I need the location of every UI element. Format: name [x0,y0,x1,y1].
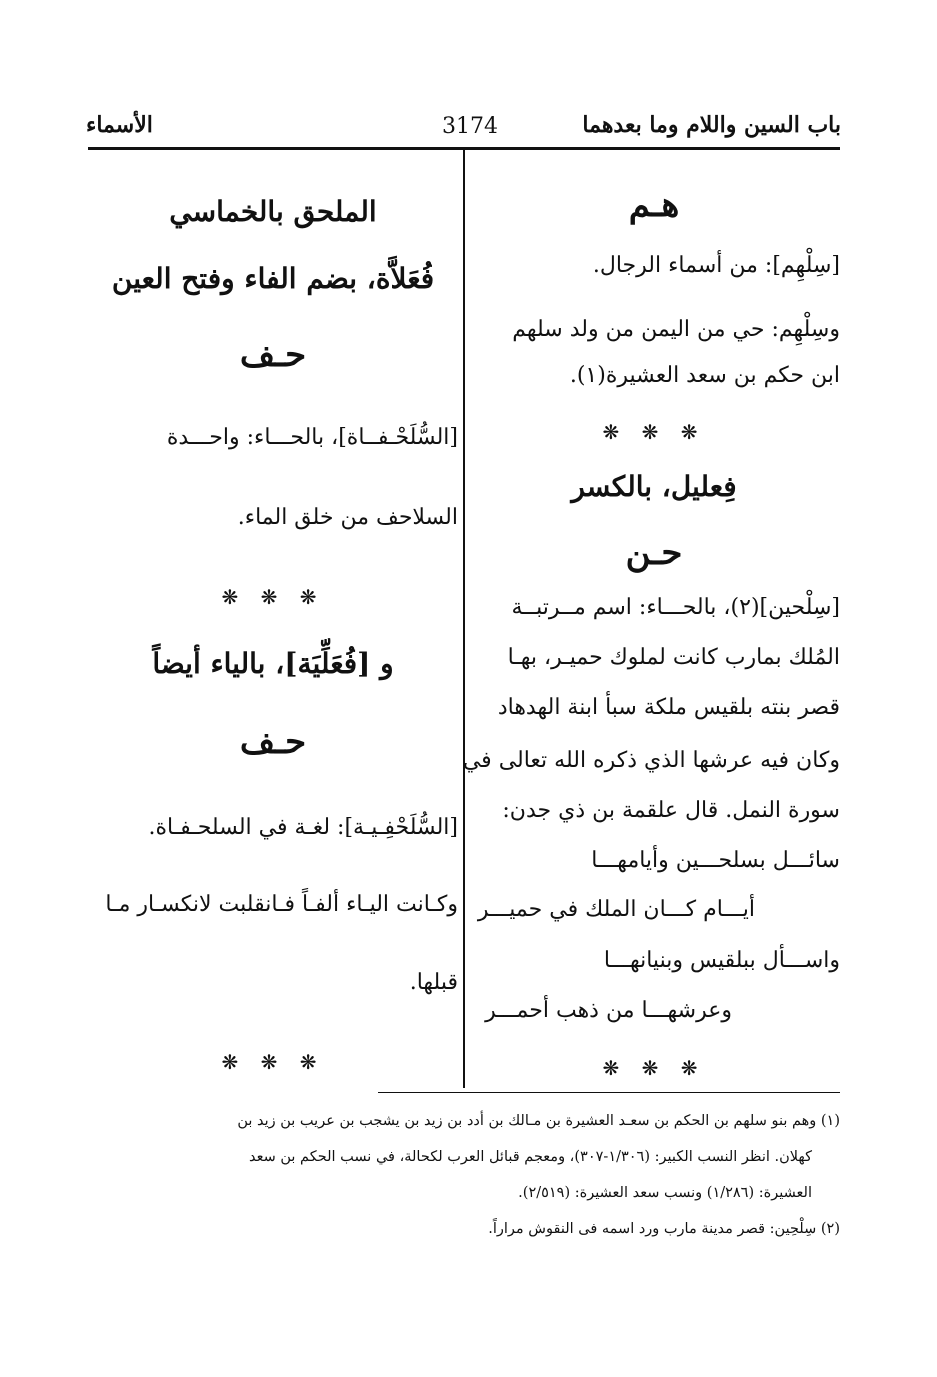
entry-text: السلاحف من خلق الماء. [237,505,458,530]
root-heading: هـم [628,185,680,225]
section-title: الأسماء [86,112,153,138]
left-column [88,150,458,1088]
section-heading: الملحق بالخماسي [169,195,377,228]
footnote-rule [378,1092,840,1093]
verse-line: وعرشهـــا من ذهب أحمـــر [485,998,732,1023]
section-separator: ❋ ❋ ❋ [602,420,706,444]
section-separator: ❋ ❋ ❋ [221,1050,325,1074]
page-number: 3174 [442,114,498,139]
entry-text: [سِلْحين](٢)، بالحـــاء: اسم مــرتبــة [511,595,840,620]
entry-text: ابن حكم بن سعد العشيرة(١). [569,363,840,388]
entry-text: وسِلْهِم: حي من اليمن من ولد سلهم [512,317,840,342]
root-heading: حـف [239,722,307,762]
section-separator: ❋ ❋ ❋ [221,585,325,609]
verse-line: أيـــام كـــان الملك في حميـــر [477,897,755,922]
pattern-heading: و [فُعَلِّيَة]، بالياء أيضاً [152,647,394,680]
running-header [86,112,841,146]
pattern-heading: فِعليل، بالكسر [571,470,737,503]
entry-text: [السُّلَحْـفــاة]، بالحـــاء: واحـــدة [166,425,458,450]
entry-text: سورة النمل. قال علقمة بن ذي جدن: [502,798,840,823]
chapter-title: باب السين واللام وما بعدهما [582,112,841,138]
entry-text: قبلها. [409,970,458,995]
root-heading: حـف [239,335,307,375]
verse-line: واســـأل ببلقيس وبنيانهـــا [603,948,840,973]
footnote-line: (٢) سِلْحِين: قصر مدينة مارب ورد اسمه فى النقوش مراراً. [488,1221,840,1237]
entry-text: وكـانت اليـاء ألفـاً فـانقلبت لانكسـار مـا [105,892,458,917]
footnote-line: العشيرة: (١/٢٨٦) ونسب سعد العشيرة: (٢/٥١٩). [518,1185,812,1201]
root-heading: حـن [625,533,683,573]
entry-text: المُلك بمارب كانت لملوك حميـر، بهـا [507,645,840,670]
entry-text: وكان فيه عرشها الذي ذكره الله تعالى في [462,748,840,773]
entry-text: [السُّلَحْفِـيـة]: لغـة في السلحـفـاة. [148,815,458,840]
section-separator: ❋ ❋ ❋ [602,1056,706,1080]
entry-text: [سِلْهِم]: من أسماء الرجال. [592,253,840,278]
footnote-line: كهلان. انظر النسب الكبير: (١/٣٠٦-٣٠٧)، ومعجم قبائل العرب لكحالة، في نسب الحكم بن سعد [249,1149,812,1165]
verse-line: سائـــل بسلحـــين وأيامهـــا [591,848,840,873]
entry-text: قصر بنته بلقيس ملكة سبأ ابنة الهدهاد [497,695,840,720]
footnote-line: (١) وهم بنو سلهم بن الحكم بن سعـد العشيرة بن مـالك بن أدد بن زيد بن يشجب بن عريب بن زيد بن [237,1113,840,1129]
column-divider [463,150,465,1088]
pattern-heading: فُعَلاَّة، بضم الفاء وفتح العين [111,262,435,295]
right-column [462,150,840,1088]
